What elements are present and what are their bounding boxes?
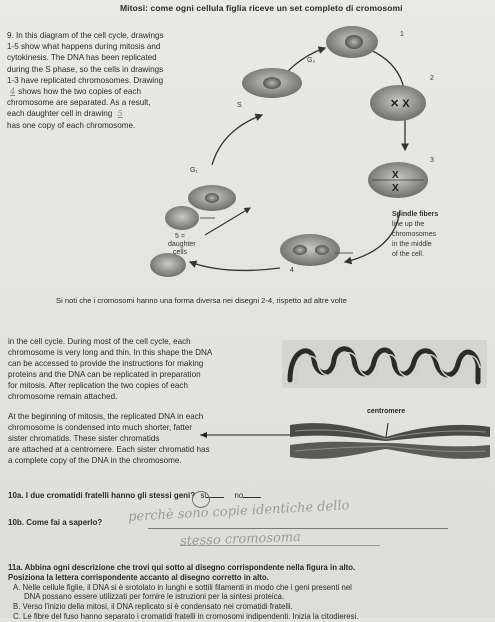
nucleus-g1 xyxy=(205,193,219,203)
q9-answer-blank-1[interactable]: 4 xyxy=(10,86,16,97)
page-title: Mitosi: come ogni cellula figlia riceve un set completo di cromosomi xyxy=(120,3,403,13)
q10a-no-label: no xyxy=(234,491,244,500)
spindle-note-2: line up the xyxy=(392,221,425,228)
para1-line-3: can be accessed to provide the instructions for making xyxy=(8,359,204,368)
cycle-arrow-4 xyxy=(190,262,280,270)
q9-line-1: 9. In this diagram of the cell cycle, drawings xyxy=(7,31,164,40)
q9-line-5: 1-3 have replicated chromosomes. Drawing xyxy=(7,75,164,85)
nucleus-4b xyxy=(315,245,329,255)
q11-option-c xyxy=(8,612,490,622)
label-daughter: daughter xyxy=(168,241,196,248)
para2-line-2: chromosome is condensed into much shorter, fatter xyxy=(8,423,192,432)
q11-subtitle: Posiziona la lettera corrispondente accanto al disegno corretto in alto. xyxy=(8,572,269,582)
cell-4 xyxy=(280,234,340,266)
para2-line-4: are attached at a centromere. Each sister chromatid has xyxy=(8,445,210,454)
long-chromosome-drawing xyxy=(282,340,487,388)
centromere-pointer xyxy=(386,423,388,437)
label-g2: G₂ xyxy=(307,57,316,64)
q10a-si-label: si xyxy=(200,491,207,500)
label-s: S xyxy=(237,102,242,109)
q9-line-8-text: each daughter cell in drawing xyxy=(7,109,113,119)
q9-line-3: cytokinesis. The DNA has been replicated xyxy=(7,53,157,63)
paragraph-1 xyxy=(8,336,280,402)
nucleus-g2 xyxy=(345,35,363,49)
para2-line-1: At the beginning of mitosis, the replicated DNA in each xyxy=(8,412,204,421)
nucleus-s xyxy=(263,77,281,89)
question-10a xyxy=(8,491,261,500)
q10b-answer-line-2 xyxy=(180,545,380,546)
q10a-si-option[interactable] xyxy=(200,491,226,500)
para1-line-5: for mitosis. After replication the two copies of each xyxy=(8,381,188,390)
q11-option-b-letter: B. xyxy=(13,602,21,612)
label-3: 3 xyxy=(430,157,434,164)
q10b-handwritten-answer: stesso cromosoma xyxy=(179,529,302,550)
spindle-note-3: chromosomes xyxy=(392,231,436,238)
italian-note: Si noti che i cromosomi hanno una forma diversa nei disegni 2-4, rispetto ad altre volte xyxy=(56,296,347,305)
para1-line-6: chromosome remain attached. xyxy=(8,392,118,401)
para2-line-3-text: sister chromatids. These sister chromatids xyxy=(8,434,160,443)
q11-option-a-cont: DNA possano essere utilizzati per fornire le istruzioni per la sintesi proteica. xyxy=(24,592,285,602)
q11-option-a-letter: A. xyxy=(13,582,21,592)
daughter-cell-lower xyxy=(150,253,186,277)
q10a-text: 10a. I due cromatidi fratelli hanno gli stessi geni? xyxy=(8,491,196,500)
q10a-si-blank[interactable] xyxy=(206,497,224,498)
para1-line-2: chromosome is very long and thin. In this shape the DNA xyxy=(8,348,213,357)
cell-cycle-diagram xyxy=(0,0,495,300)
question-10b: 10b. Come fai a saperlo? xyxy=(8,518,103,527)
label-4: 4 xyxy=(290,267,294,274)
nucleus-4a xyxy=(293,245,307,255)
q11-option-b xyxy=(8,602,490,612)
q11-option-c-letter: C. xyxy=(13,611,21,621)
label-cells: cells xyxy=(173,249,188,256)
q11-option-c-text: Le fibre del fuso hanno separato i cromatidi fratelli in cromosomi indipendenti. Inizia la citodieresi. xyxy=(22,611,359,621)
q9-line-2: 1-5 show what happens during mitosis and xyxy=(7,42,161,52)
q10a-no-option[interactable] xyxy=(234,491,261,500)
q9-answer-blank-2[interactable]: 5 xyxy=(117,108,123,119)
sister-chromatids-drawing xyxy=(200,417,492,465)
q10a-no-blank[interactable] xyxy=(243,497,261,498)
q11-option-b-text: Verso l'inizio della mitosi, il DNA replicato si è condensato nei cromatidi fratelli. xyxy=(22,602,293,612)
daughter-cell-upper xyxy=(165,206,199,230)
label-g1: G₁ xyxy=(190,167,198,174)
spindle-note-4: in the middle xyxy=(392,241,432,248)
para1-line-4: proteins and the DNA can be replicated in preparation xyxy=(8,370,201,379)
question-11 xyxy=(8,563,490,622)
spindle-note-5: of the cell. xyxy=(392,251,424,258)
spindle-note-1: Spindle fibers xyxy=(392,211,439,218)
para2-line-5: a complete copy of the DNA in the chromosome. xyxy=(8,456,182,465)
para1-line-1: in the cell cycle. During most of the cell cycle, each xyxy=(8,337,191,346)
q11-option-a-text: Nelle cellule figlie, il DNA si è srotolato in lunghi e sottili filamenti in modo che i geni presenti nel xyxy=(22,582,352,592)
q9-line-9: has one copy of each chromosome. xyxy=(7,120,136,130)
q10a-handwritten-answer: perchè sono copie identiche dello xyxy=(127,498,350,525)
q9-line-7: chromosome are separated. As a result, xyxy=(7,98,151,108)
label-5: 5 = xyxy=(175,233,185,240)
chromatid-pointer-head xyxy=(200,432,207,438)
chromosomes-cell-3a: X xyxy=(392,170,399,181)
q9-line-4: during the S phase, so the cells in drawings xyxy=(7,64,164,74)
cycle-arrow-5 xyxy=(205,208,250,235)
q11-option-a xyxy=(8,583,490,593)
chromosomes-cell-2: ✕ X xyxy=(390,98,410,110)
centromere-label: centromere xyxy=(367,408,406,415)
q10b-answer-line xyxy=(148,528,448,529)
label-1: 1 xyxy=(400,31,404,38)
chromatid-lower xyxy=(290,442,490,459)
q9-line-6-text: shows how the two copies of each xyxy=(18,87,141,97)
cycle-arrow-6 xyxy=(212,115,262,165)
chromosomes-cell-3b: X xyxy=(392,183,399,194)
label-2: 2 xyxy=(430,75,434,82)
q11-title: 11a. Abbina ogni descrizione che trovi qui sotto al disegno corrispondente nella figura in alto. xyxy=(8,563,356,572)
